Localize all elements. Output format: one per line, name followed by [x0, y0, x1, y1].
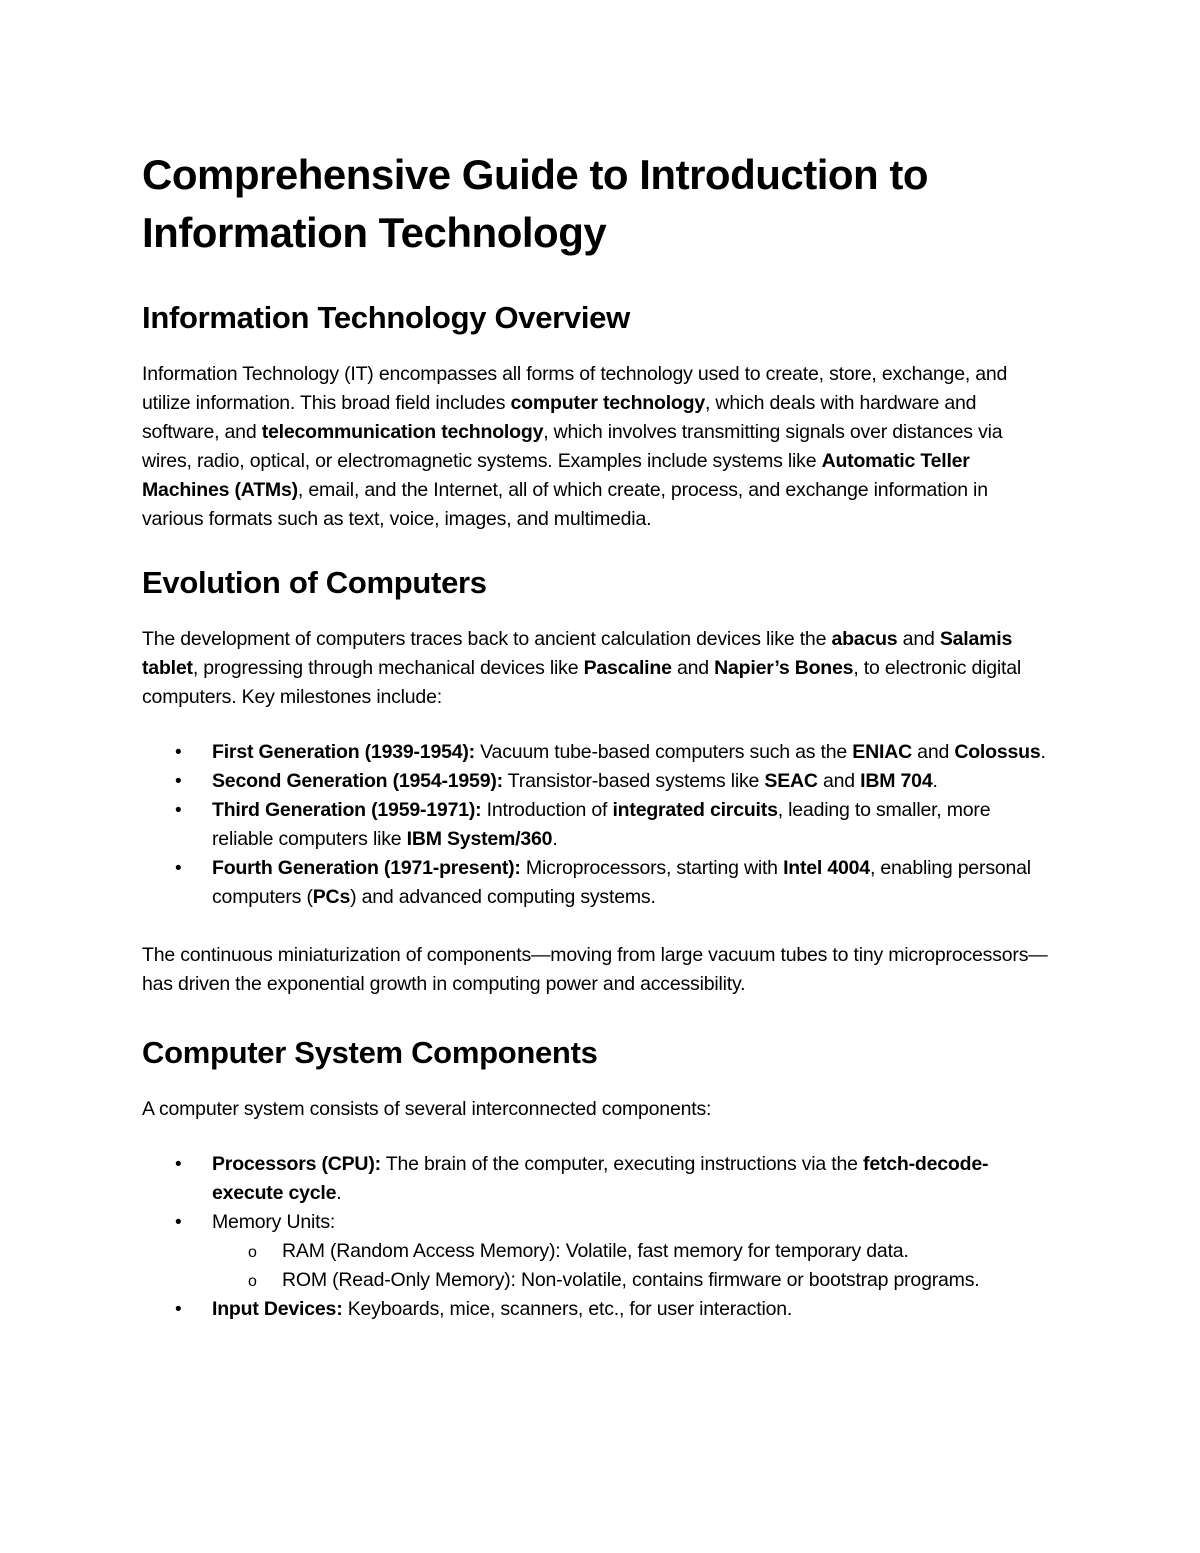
list-item-fourth-generation: • Fourth Generation (1971-present): Microprocessors, starting with Intel 4004, enabling personal computers (PCs) and advanced computing systems.: [142, 854, 1052, 912]
evolution-closing-paragraph: The continuous miniaturization of components—moving from large vacuum tubes to tiny microprocessors—has driven the exponential growth in computing power and accessibility.: [142, 944, 1048, 995]
term-abacus: abacus: [831, 628, 898, 650]
list-item-ram: o RAM (Random Access Memory): Volatile, fast memory for temporary data.: [212, 1237, 1052, 1266]
section-evolution: [142, 563, 1052, 999]
section-components: [142, 1033, 1052, 1324]
bullet-icon: •: [175, 858, 182, 879]
section-heading-evolution: Evolution of Computers: [142, 565, 487, 600]
list-item-rom: o ROM (Read-Only Memory): Non-volatile, contains firmware or bootstrap programs.: [212, 1266, 1052, 1295]
section-heading-overview: Information Technology Overview: [142, 300, 630, 335]
term-pascaline: Pascaline: [583, 657, 672, 679]
section-heading-components: Computer System Components: [142, 1035, 598, 1070]
circle-bullet-icon: o: [248, 1244, 257, 1261]
list-item-processors: • Processors (CPU): The brain of the computer, executing instructions via the fetch-decode-execute cycle.: [142, 1150, 1052, 1208]
bullet-icon: •: [175, 771, 182, 792]
circle-bullet-icon: o: [248, 1273, 257, 1290]
components-list: [142, 1150, 1052, 1324]
document-page: [142, 146, 1052, 1353]
list-item-input-devices: • Input Devices: Keyboards, mice, scanners, etc., for user interaction.: [142, 1295, 1052, 1324]
memory-sublist: [212, 1237, 1052, 1295]
bullet-icon: •: [175, 800, 182, 821]
list-item-second-generation: • Second Generation (1954-1959): Transistor-based systems like SEAC and IBM 704.: [142, 767, 1052, 796]
generation-list: [142, 738, 1052, 912]
section-overview: [142, 298, 1052, 534]
term-atms: Automatic Teller Machines (ATMs): [142, 450, 970, 501]
components-intro-paragraph: A computer system consists of several interconnected components:: [142, 1098, 712, 1120]
document-title: Comprehensive Guide to Introduction to Information Technology: [142, 151, 929, 256]
evolution-intro-paragraph: The development of computers traces back to ancient calculation devices like the abacus and Salamis tablet, progressing through mechanical devices like Pascaline and Napier’s Bones, to electronic digital computers. Key milestones include:: [142, 628, 1022, 708]
overview-paragraph: Information Technology (IT) encompasses all forms of technology used to create, store, exchange, and utilize information. This broad field includes computer technology, which deals with hardware and software, and telecommunication technology, which involves transmitting signals over distances via wires, radio, optical, or electromagnetic systems. Examples include systems like Automatic Teller Machines (ATMs), email, and the Internet, all of which create, process, and exchange information in various formats such as text, voice, images, and multimedia.: [142, 363, 1008, 530]
list-item-third-generation: • Third Generation (1959-1971): Introduction of integrated circuits, leading to smaller, more reliable computers like IBM System/360.: [142, 796, 1052, 854]
bullet-icon: •: [175, 1299, 182, 1320]
term-computer-technology: computer technology: [510, 392, 705, 414]
term-telecommunication-technology: telecommunication technology: [261, 421, 544, 443]
bullet-icon: •: [175, 1154, 182, 1175]
term-salamis-tablet: Salamis tablet: [142, 628, 1013, 679]
bullet-icon: •: [175, 742, 182, 763]
list-item-first-generation: • First Generation (1939-1954): Vacuum tube-based computers such as the ENIAC and Colossus.: [142, 738, 1052, 767]
term-napiers-bones: Napier’s Bones: [714, 657, 854, 679]
bullet-icon: •: [175, 1212, 182, 1233]
list-item-memory-units: • Memory Units: o RAM (Random Access Memory): Volatile, fast memory for temporary data. o ROM (Read-Only Memory): Non-volatile, contains firmware or bootstrap programs.: [142, 1208, 1052, 1295]
